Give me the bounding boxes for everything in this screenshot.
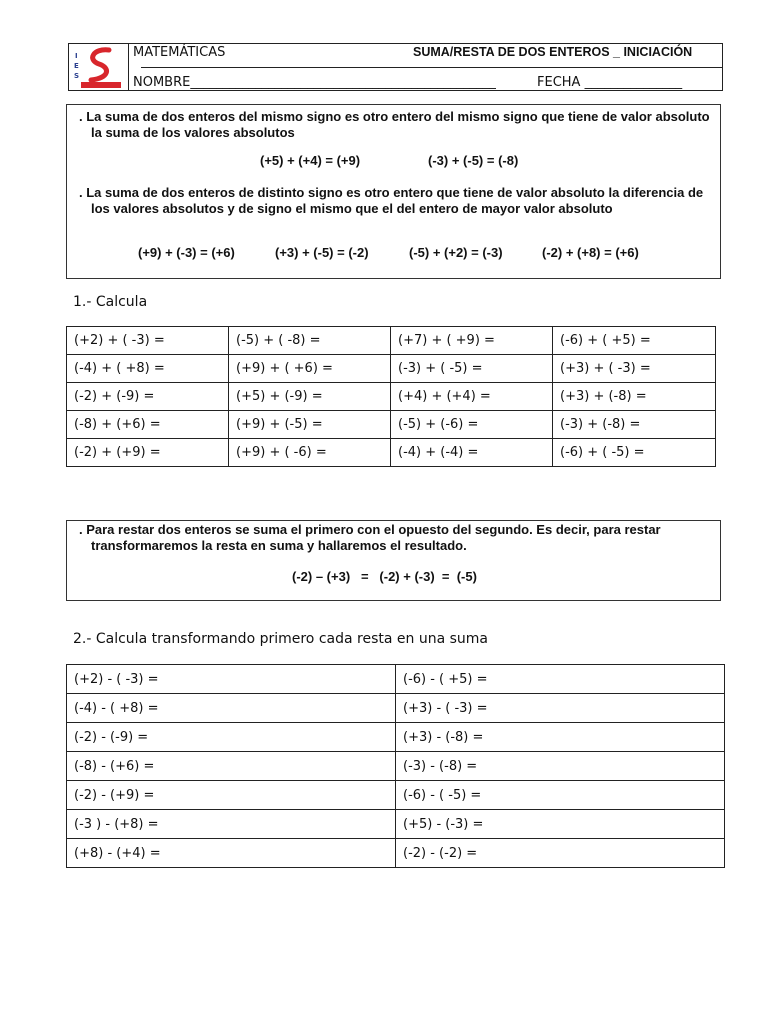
- school-logo-icon: [69, 44, 129, 90]
- table-row: [67, 439, 716, 467]
- exercise-cell[interactable]: (+3) + (-8) =: [553, 383, 716, 411]
- table-row: [67, 327, 716, 355]
- exercise-cell[interactable]: (+2) + ( -3) =: [67, 327, 229, 355]
- example-diff-sign-4: (-2) + (+8) = (+6): [542, 245, 639, 260]
- exercise-cell[interactable]: (-2) - (+9) =: [67, 781, 396, 810]
- worksheet-header: [68, 43, 723, 91]
- table-row: [67, 810, 725, 839]
- example-same-sign-1: (+5) + (+4) = (+9): [260, 153, 361, 168]
- rule-same-sign: . La suma de dos enteros del mismo signo es otro entero del mismo signo que tiene de valor absoluto la suma de los valores absolutos: [79, 109, 710, 140]
- exercise-cell[interactable]: (+7) + ( +9) =: [391, 327, 553, 355]
- exercise-cell[interactable]: (+2) - ( -3) =: [67, 665, 396, 694]
- table-row: [67, 355, 716, 383]
- exercise-cell[interactable]: (+5) + (-9) =: [229, 383, 391, 411]
- exercise-cell[interactable]: (-3) + ( -5) =: [391, 355, 553, 383]
- example-subtraction: (-2) – (+3) = (-2) + (-3) = (-5): [292, 569, 477, 584]
- exercise2-table: [66, 664, 725, 868]
- table-row: [67, 383, 716, 411]
- worksheet-title: SUMA/RESTA DE DOS ENTEROS _ INICIACIÓN: [413, 45, 693, 59]
- exercise-cell[interactable]: (-8) + (+6) =: [67, 411, 229, 439]
- svg-text:S: S: [74, 72, 80, 80]
- table-row: [67, 665, 725, 694]
- svg-text:I: I: [75, 52, 78, 60]
- exercise-cell[interactable]: (-4) + ( +8) =: [67, 355, 229, 383]
- exercise1-title: 1.- Calcula: [73, 294, 148, 310]
- school-logo: [69, 44, 129, 90]
- exercise-cell[interactable]: (-2) + (+9) =: [67, 439, 229, 467]
- table-row: [67, 752, 725, 781]
- exercise-cell[interactable]: (-6) - ( -5) =: [396, 781, 725, 810]
- exercise-cell[interactable]: (+3) + ( -3) =: [553, 355, 716, 383]
- header-divider: [141, 67, 723, 68]
- exercise1-table: [66, 326, 716, 467]
- table-row: [67, 839, 725, 868]
- exercise-cell[interactable]: (+5) - (-3) =: [396, 810, 725, 839]
- exercise2-title: 2.- Calcula transformando primero cada resta en una suma: [73, 631, 488, 647]
- exercise-cell[interactable]: (+9) + ( -6) =: [229, 439, 391, 467]
- exercise-cell[interactable]: (+3) - ( -3) =: [396, 694, 725, 723]
- exercise-cell[interactable]: (-8) - (+6) =: [67, 752, 396, 781]
- exercise-cell[interactable]: (-2) - (-9) =: [67, 723, 396, 752]
- svg-text:E: E: [74, 62, 79, 70]
- exercise-cell[interactable]: (+9) + ( +6) =: [229, 355, 391, 383]
- table-row: [67, 781, 725, 810]
- exercise-cell[interactable]: (-6) + ( +5) =: [553, 327, 716, 355]
- exercise-cell[interactable]: (-6) - ( +5) =: [396, 665, 725, 694]
- name-field[interactable]: NOMBRE_______________________________________________: [133, 75, 496, 90]
- exercise-cell[interactable]: (-6) + ( -5) =: [553, 439, 716, 467]
- exercise-cell[interactable]: (-2) + (-9) =: [67, 383, 229, 411]
- date-field[interactable]: FECHA _______________: [537, 75, 683, 90]
- addition-rules-box: [66, 104, 721, 279]
- rule-different-sign: . La suma de dos enteros de distinto signo es otro entero que tiene de valor absoluto la diferencia de los valores absolutos y de signo el mismo que el del entero de mayor valor absoluto: [79, 185, 704, 216]
- example-diff-sign-1: (+9) + (-3) = (+6): [138, 245, 235, 260]
- exercise-cell[interactable]: (+9) + (-5) =: [229, 411, 391, 439]
- exercise-cell[interactable]: (+4) + (+4) =: [391, 383, 553, 411]
- subtraction-rule-box: [66, 520, 721, 601]
- exercise-cell[interactable]: (-5) + ( -8) =: [229, 327, 391, 355]
- exercise-cell[interactable]: (+8) - (+4) =: [67, 839, 396, 868]
- table-row: [67, 723, 725, 752]
- exercise-cell[interactable]: (-3) + (-8) =: [553, 411, 716, 439]
- example-same-sign-2: (-3) + (-5) = (-8): [428, 153, 519, 168]
- exercise-cell[interactable]: (-4) - ( +8) =: [67, 694, 396, 723]
- table-row: [67, 411, 716, 439]
- exercise-cell[interactable]: (-2) - (-2) =: [396, 839, 725, 868]
- example-diff-sign-2: (+3) + (-5) = (-2): [275, 245, 369, 260]
- exercise-cell[interactable]: (-4) + (-4) =: [391, 439, 553, 467]
- rule-subtraction: . Para restar dos enteros se suma el primero con el opuesto del segundo. Es decir, para restar transformaremos la resta en suma y hallaremos el resultado.: [79, 522, 661, 553]
- exercise-cell[interactable]: (-3 ) - (+8) =: [67, 810, 396, 839]
- subject-label: MATEMÁTICAS: [133, 45, 226, 60]
- exercise-cell[interactable]: (+3) - (-8) =: [396, 723, 725, 752]
- exercise-cell[interactable]: (-3) - (-8) =: [396, 752, 725, 781]
- table-row: [67, 694, 725, 723]
- example-diff-sign-3: (-5) + (+2) = (-3): [409, 245, 503, 260]
- exercise-cell[interactable]: (-5) + (-6) =: [391, 411, 553, 439]
